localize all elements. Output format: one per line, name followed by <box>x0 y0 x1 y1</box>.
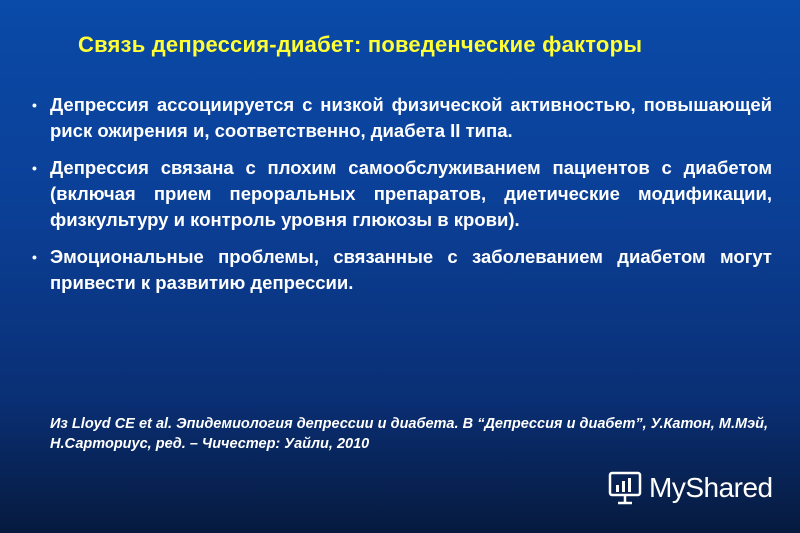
bullet-item <box>32 155 772 233</box>
bullet-text: Депрессия ассоциируется с низкой физической активностью, повышающей риск ожирения и, соответственно, диабета II типа. <box>50 94 772 141</box>
citation: Из Lloyd CE et al. Эпидемиология депрессии и диабета. В “Депрессия и диабет”, У.Катон, М.Мэй, Н.Сарториус, ред. – Чичестер: Уайли, 2010 <box>50 416 768 452</box>
bullet-text: Депрессия связана с плохим самообслуживанием пациентов с диабетом (включая прием пероральных препаратов, диетические модификации, физкультуру и контроль уровня глюкозы в крови). <box>50 157 772 230</box>
watermark-logo <box>607 468 773 508</box>
bullet-text: Эмоциональные проблемы, связанные с заболеванием диабетом могут привести к развитию депрессии. <box>50 246 772 293</box>
bullet-dot: • <box>32 160 37 176</box>
bullet-dot: • <box>32 249 37 265</box>
bullet-list <box>32 92 772 307</box>
slide-title: Связь депрессия-диабет: поведенческие факторы <box>78 32 643 57</box>
watermark-text: MyShared <box>649 472 773 503</box>
bullet-item <box>32 92 772 144</box>
presentation-board-icon <box>607 470 643 506</box>
bullet-item <box>32 244 772 296</box>
bullet-dot: • <box>32 97 37 113</box>
